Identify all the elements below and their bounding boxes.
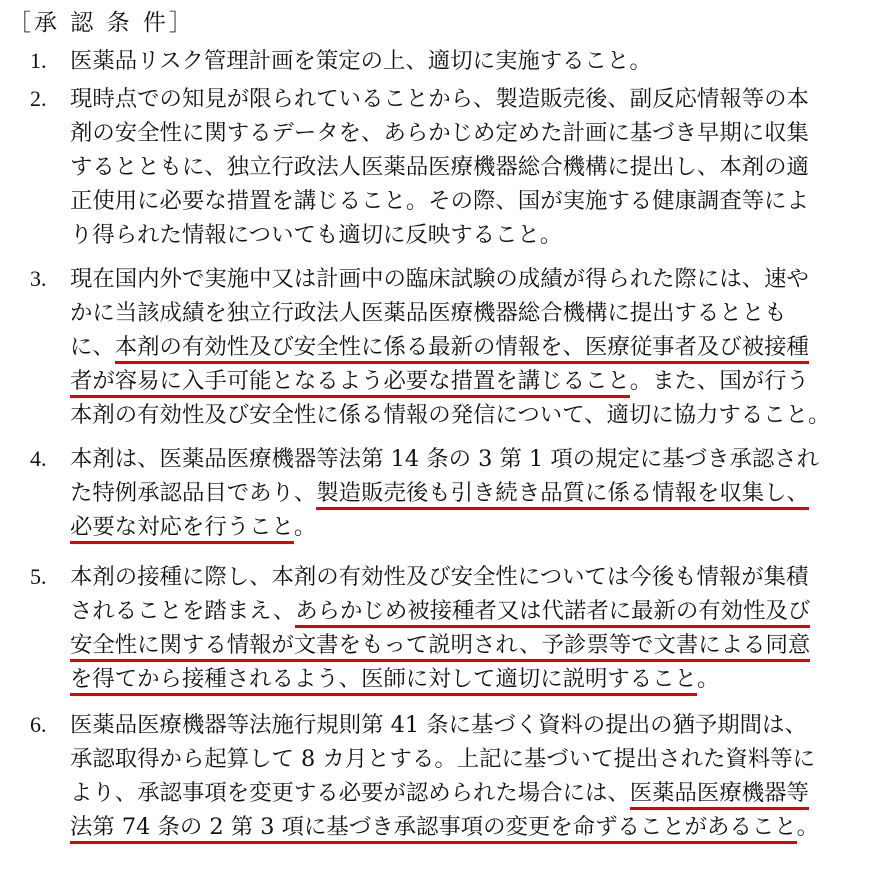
underlined-text: 安全性に関する情報が文書をもって説明され、予診票等で文書による同意	[70, 632, 810, 662]
underlined-text: 者が容易に入手可能となるよう必要な措置を講じること	[70, 368, 630, 398]
condition-text-line	[70, 742, 890, 776]
condition-text-line	[70, 662, 890, 696]
text-segment: 現在国内外で実施中又は計画中の臨床試験の成績が得られた際には、速や	[70, 266, 809, 292]
text-segment: 現時点での知見が限られていることから、製造販売後、副反応情報等の本	[70, 86, 809, 112]
text-segment: た特例承認品目であり、	[70, 480, 317, 506]
text-segment: に、	[70, 334, 115, 360]
condition-text-line	[70, 476, 890, 510]
underlined-text: 製造販売後も引き続き品質に係る情報を収集し、	[316, 480, 809, 510]
condition-text-line	[70, 810, 890, 844]
condition-number: 3.	[30, 266, 47, 291]
text-segment: 剤の安全性に関するデータを、あらかじめ定めた計画に基づき早期に収集	[70, 120, 809, 146]
text-segment: 本剤の接種に際し、本剤の有効性及び安全性については今後も情報が集積	[70, 564, 809, 590]
condition-text-line	[70, 560, 890, 594]
underlined-text: 必要な対応を行うこと	[70, 514, 294, 544]
condition-text-line	[70, 184, 890, 218]
condition-text-line	[70, 82, 890, 116]
condition-text-line	[70, 330, 890, 364]
condition-text-line	[70, 510, 890, 544]
text-segment: 本剤は、医薬品医療機器等法第 14 条の 3 第 1 項の規定に基づき承認され	[70, 446, 820, 472]
text-segment: 。	[796, 814, 820, 840]
text-segment: 。	[696, 666, 720, 692]
condition-text-line	[70, 150, 890, 184]
condition-text-line	[70, 218, 890, 252]
condition-text-line	[70, 442, 890, 476]
condition-text-line	[70, 594, 890, 628]
text-segment: されることを踏まえ、	[70, 598, 296, 624]
condition-text-line	[70, 296, 890, 330]
condition-text-line	[70, 116, 890, 150]
text-segment: より、承認事項を変更する必要が認められた場合には、	[70, 780, 630, 806]
underlined-text: 医薬品医療機器等	[630, 780, 809, 810]
condition-number: 6.	[30, 712, 47, 737]
text-segment: するとともに、独立行政法人医薬品医療機器総合機構に提出し、本剤の適	[70, 154, 809, 180]
condition-text-line	[70, 398, 890, 432]
text-segment: 医薬品医療機器等法施行規則第 41 条に基づく資料の提出の猶予期間は、	[70, 712, 807, 738]
condition-text-line	[70, 776, 890, 810]
condition-number: 1.	[30, 48, 47, 73]
condition-text-line	[70, 262, 890, 296]
underlined-text: 法第 74 条の 2 第 3 項に基づき承認事項の変更を命ずることがあること	[70, 814, 797, 844]
text-segment: 医薬品リスク管理計画を策定の上、適切に実施すること。	[70, 48, 652, 74]
underlined-text: あらかじめ被接種者又は代諾者に最新の有効性及び	[295, 598, 810, 628]
underlined-text: を得てから接種されるよう、医師に対して適切に説明すること	[70, 666, 697, 696]
condition-text-line	[70, 708, 890, 742]
text-segment: 承認取得から起算して 8 カ月とする。上記に基づいて提出された資料等に	[70, 746, 815, 772]
text-segment: り得られた情報についても適切に反映すること。	[70, 222, 563, 248]
text-segment: 。また、国が行う	[629, 368, 809, 394]
condition-number: 5.	[30, 564, 47, 589]
condition-text-line	[70, 44, 890, 78]
condition-number: 2.	[30, 86, 47, 111]
condition-number: 4.	[30, 446, 47, 471]
text-segment: 正使用に必要な措置を講じること。その際、国が実施する健康調査等によ	[70, 188, 809, 214]
underlined-text: 本剤の有効性及び安全性に係る最新の情報を、医療従事者及び被接種	[115, 334, 809, 364]
text-segment: 。	[293, 514, 317, 540]
text-segment: 本剤の有効性及び安全性に係る情報の発信について、適切に協力すること。	[70, 402, 831, 428]
section-heading: ［承 認 条 件］	[8, 10, 195, 36]
condition-text-line	[70, 364, 890, 398]
condition-text-line	[70, 628, 890, 662]
text-segment: かに当該成績を独立行政法人医薬品医療機器総合機構に提出するととも	[70, 300, 787, 326]
